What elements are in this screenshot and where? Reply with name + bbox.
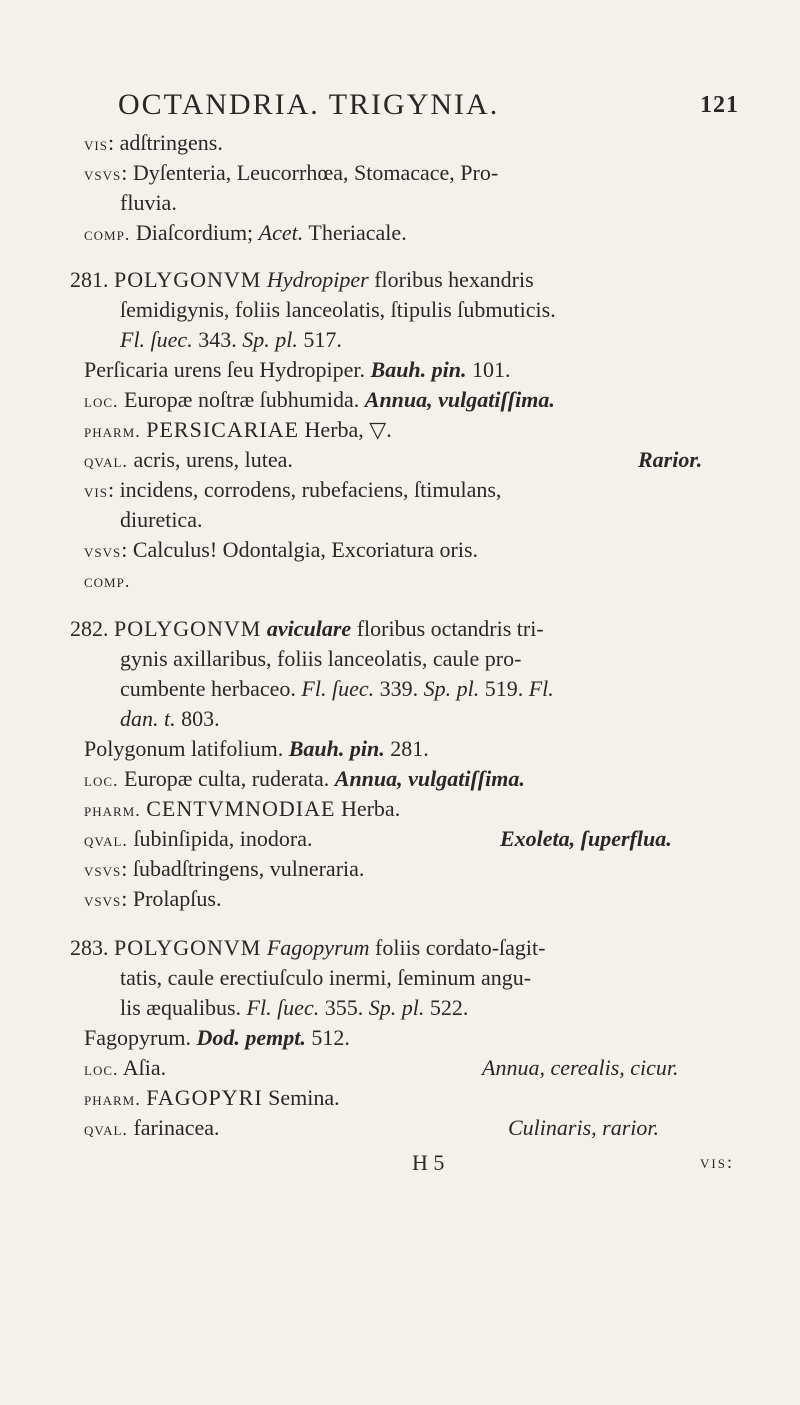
- entry-281-comp: comp.: [84, 571, 131, 591]
- prev-vis-line: vis: adſtringens.: [84, 130, 223, 155]
- entry-283-synonym: Fagopyrum. Dod. pempt. 512.: [84, 1025, 350, 1050]
- prev-usus-line: vsvs: Dyſenteria, Leucorrhœa, Stomacace, Pro-: [84, 160, 499, 185]
- entry-282-synonym: Polygonum latifolium. Bauh. pin. 281.: [84, 736, 429, 761]
- entry-282-vis: vsvs: ſubadſtringens, vulneraria.: [84, 856, 365, 881]
- prev-usus-cont: fluvia.: [120, 190, 177, 215]
- catchword: vis:: [700, 1152, 734, 1172]
- entry-281-synonym: Perſicaria urens ſeu Hydropiper. Bauh. pin. 101.: [84, 357, 511, 382]
- entry-281-line2: ſemidigynis, foliis lanceolatis, ſtipulis ſubmuticis.: [120, 297, 556, 322]
- entry-283-qual: qval. farinacea.: [84, 1115, 220, 1140]
- entry-282-line3: cumbente herbaceo. Fl. ſuec. 339. Sp. pl. 519. Fl.: [120, 676, 554, 701]
- entry-282-qual: qval. ſubinſipida, inodora.: [84, 826, 313, 851]
- signature-mark: H 5: [412, 1150, 445, 1175]
- entry-281-vis-cont: diuretica.: [120, 507, 203, 532]
- entry-283-pharm: pharm. FAGOPYRI Semina.: [84, 1085, 340, 1110]
- entry-281-refs: Fl. ſuec. 343. Sp. pl. 517.: [120, 327, 342, 352]
- entry-281-qual: qval. acris, urens, lutea.: [84, 447, 293, 472]
- entry-281-pharm: pharm. PERSICARIAE Herba, ▽.: [84, 417, 392, 442]
- entry-281-vis: vis: incidens, corrodens, rubefaciens, ſtimulans,: [84, 477, 502, 502]
- entry-282-pharm: pharm. CENTVMNODIAE Herba.: [84, 796, 401, 821]
- entry-282-line2: gynis axillaribus, foliis lanceolatis, caule pro-: [120, 646, 522, 671]
- entry-281-heading: 281. POLYGONVM Hydropiper floribus hexandris: [70, 267, 534, 292]
- prev-comp-line: comp. Diaſcordium; Acet. Theriacale.: [84, 220, 407, 245]
- entry-282-line4: dan. t. 803.: [120, 706, 220, 731]
- entry-282-heading: 282. POLYGONVM aviculare floribus octandris tri-: [70, 616, 544, 641]
- entry-283-heading: 283. POLYGONVM Fagopyrum foliis cordato-ſagit-: [70, 935, 546, 960]
- entry-283-line3: lis æqualibus. Fl. ſuec. 355. Sp. pl. 522.: [120, 995, 469, 1020]
- entry-283-loc-note: Annua, cerealis, cicur.: [482, 1055, 679, 1080]
- entry-282-qual-note: Exoleta, ſuperflua.: [500, 826, 672, 851]
- entry-283-qual-note: Culinaris, rarior.: [508, 1115, 659, 1140]
- entry-282-usus: vsvs: Prolapſus.: [84, 886, 222, 911]
- entry-281-qual-note: Rarior.: [638, 447, 703, 472]
- entry-281-loc: loc. Europæ noſtræ ſubhumida. Annua, vulgatiſſima.: [84, 387, 555, 412]
- entry-283-line2: tatis, caule erectiuſculo inermi, ſeminum angu-: [120, 965, 532, 990]
- running-header: OCTANDRIA. TRIGYNIA.: [118, 88, 500, 121]
- entry-283-loc: loc. Aſia.: [84, 1055, 167, 1080]
- entry-282-loc: loc. Europæ culta, ruderata. Annua, vulgatiſſima.: [84, 766, 525, 791]
- page-number: 121: [700, 92, 739, 118]
- entry-281-usus: vsvs: Calculus! Odontalgia, Excoriatura oris.: [84, 537, 479, 562]
